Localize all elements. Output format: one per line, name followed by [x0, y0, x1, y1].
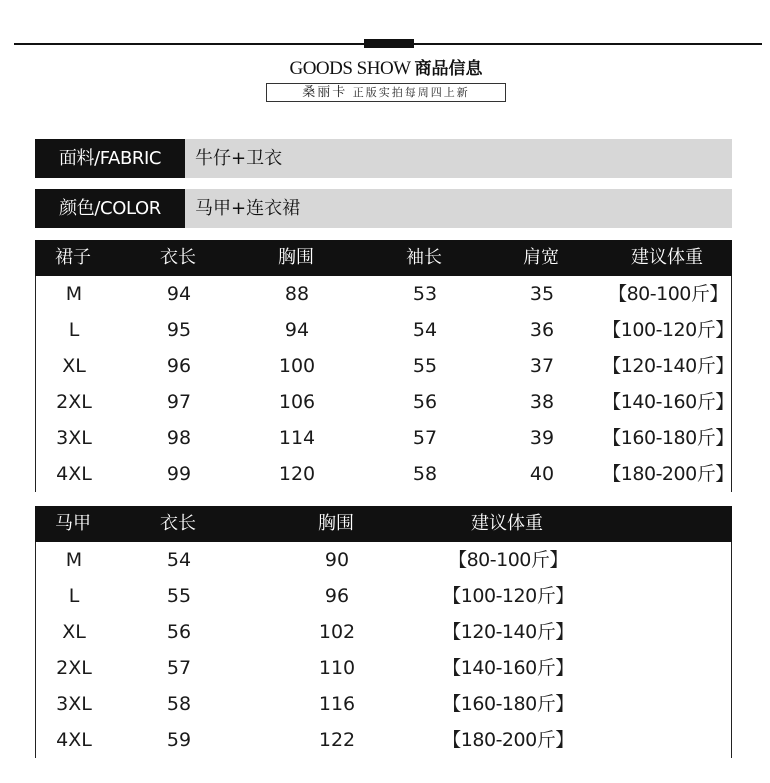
table-cell: M	[65, 283, 83, 305]
table-cell: 59	[166, 729, 192, 751]
table-row	[36, 276, 731, 312]
table-cell: 36	[529, 319, 555, 341]
table-row	[36, 722, 731, 758]
table-cell: 54	[412, 319, 438, 341]
table-row	[36, 578, 731, 614]
table-cell: 57	[412, 427, 438, 449]
table-cell: 102	[318, 621, 356, 643]
table-cell: 97	[166, 391, 192, 413]
table-cell: 53	[412, 283, 438, 305]
table-cell: 40	[529, 463, 555, 485]
table-cell: 【180-200斤】	[442, 729, 574, 751]
fabric-row	[35, 139, 732, 178]
vest-table-header-cell: 衣长	[160, 513, 196, 534]
table-cell: 100	[278, 355, 316, 377]
table-cell: 2XL	[56, 391, 92, 413]
dress-table-header-cell: 建议体重	[631, 247, 703, 268]
table-row	[36, 650, 731, 686]
table-cell: 4XL	[56, 463, 92, 485]
table-cell: 106	[278, 391, 316, 413]
table-row	[36, 348, 734, 384]
table-cell: 114	[278, 427, 316, 449]
table-row	[36, 312, 734, 348]
vest-table-header	[35, 506, 732, 542]
dress-table-header-cell: 胸围	[278, 247, 314, 268]
dress-table-header-cell: 裙子	[55, 247, 91, 268]
color-row	[35, 189, 732, 228]
table-cell: 98	[166, 427, 192, 449]
table-cell: 37	[529, 355, 555, 377]
table-cell: 4XL	[56, 729, 92, 751]
table-cell: 56	[166, 621, 192, 643]
table-cell: 95	[166, 319, 192, 341]
heading-title-cn: 商品信息	[414, 59, 483, 79]
table-cell: 90	[324, 549, 350, 571]
table-cell: 【160-180斤】	[602, 427, 734, 449]
table-cell: 【80-100斤】	[608, 283, 728, 305]
table-cell: 56	[412, 391, 438, 413]
table-cell: 55	[166, 585, 192, 607]
table-cell: 39	[529, 427, 555, 449]
vest-table-header-cell: 胸围	[318, 513, 354, 534]
dress-table-header	[35, 240, 732, 276]
dress-table-body	[35, 276, 732, 492]
table-cell: L	[68, 319, 80, 341]
table-cell: 【100-120斤】	[442, 585, 574, 607]
table-cell: 35	[529, 283, 555, 305]
table-row	[36, 384, 734, 420]
table-cell: 54	[166, 549, 192, 571]
table-cell: 【80-100斤】	[448, 549, 568, 571]
table-cell: XL	[62, 621, 86, 643]
table-row	[36, 456, 734, 492]
table-row	[36, 686, 731, 722]
table-cell: 94	[166, 283, 192, 305]
color-label: 颜色/COLOR	[35, 189, 185, 228]
table-cell: 3XL	[56, 693, 92, 715]
goods-show-heading	[270, 58, 502, 80]
fabric-label: 面料/FABRIC	[35, 139, 185, 178]
subheading-text: 正版实拍每周四上新	[352, 86, 470, 99]
table-cell: 3XL	[56, 427, 92, 449]
table-cell: 【180-200斤】	[602, 463, 734, 485]
fabric-value: 牛仔+卫衣	[195, 148, 283, 169]
table-cell: 88	[284, 283, 310, 305]
vest-table-header-cell: 建议体重	[471, 513, 543, 534]
table-cell: 99	[166, 463, 192, 485]
table-cell: 116	[318, 693, 356, 715]
table-cell: 【140-160斤】	[602, 391, 734, 413]
table-cell: 58	[166, 693, 192, 715]
heading-title-en: GOODS SHOW	[289, 58, 411, 79]
color-value: 马甲+连衣裙	[195, 198, 301, 219]
dress-table-header-cell: 袖长	[406, 247, 442, 268]
table-cell: 94	[284, 319, 310, 341]
table-cell: 【160-180斤】	[442, 693, 574, 715]
table-cell: 120	[278, 463, 316, 485]
table-cell: M	[65, 549, 83, 571]
table-cell: 110	[318, 657, 356, 679]
table-cell: 【120-140斤】	[442, 621, 574, 643]
table-cell: 58	[412, 463, 438, 485]
top-divider-accent	[364, 39, 414, 48]
dress-table-header-cell: 肩宽	[523, 247, 559, 268]
table-cell: 2XL	[56, 657, 92, 679]
table-cell: 38	[529, 391, 555, 413]
table-cell: L	[68, 585, 80, 607]
table-cell: 96	[324, 585, 350, 607]
vest-table-header-cell: 马甲	[55, 513, 91, 534]
table-row	[36, 614, 731, 650]
subheading-brand: 桑丽卡	[302, 85, 348, 100]
table-cell: 【100-120斤】	[602, 319, 734, 341]
table-cell: 【140-160斤】	[442, 657, 574, 679]
table-cell: 57	[166, 657, 192, 679]
subheading-box	[266, 83, 506, 102]
vest-table-body	[35, 542, 732, 758]
table-cell: 【120-140斤】	[602, 355, 734, 377]
table-cell: 55	[412, 355, 438, 377]
dress-table-header-cell: 衣长	[160, 247, 196, 268]
table-row	[36, 542, 731, 578]
table-cell: 122	[318, 729, 356, 751]
table-row	[36, 420, 734, 456]
table-cell: 96	[166, 355, 192, 377]
table-cell: XL	[62, 355, 86, 377]
